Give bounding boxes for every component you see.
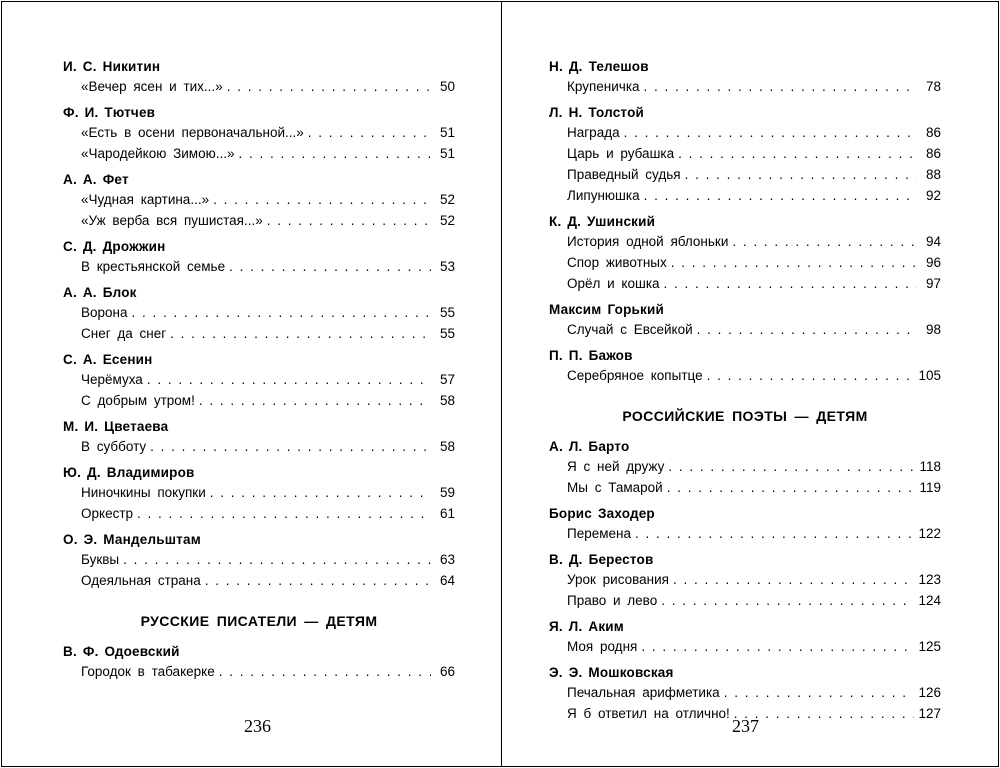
entry-title: Моя родня bbox=[567, 639, 638, 654]
entry-page-number: 119 bbox=[919, 480, 941, 495]
toc-entry[interactable] bbox=[549, 273, 941, 294]
entry-page-number: 52 bbox=[439, 213, 455, 228]
dot-leader bbox=[668, 456, 915, 477]
entry-page-number: 92 bbox=[925, 188, 941, 203]
author-name: Н. Д. Телешов bbox=[549, 59, 649, 74]
entry-page-number: 122 bbox=[918, 526, 941, 541]
entry-title: В крестьянской семье bbox=[81, 259, 226, 274]
entry-page-number: 96 bbox=[925, 255, 941, 270]
dot-leader bbox=[641, 636, 914, 657]
entry-title: «Есть в осени первоначальной...» bbox=[81, 125, 304, 140]
dot-leader bbox=[734, 703, 915, 724]
page-fold bbox=[501, 2, 502, 766]
author-name: Я. Л. Аким bbox=[549, 619, 624, 634]
dot-leader bbox=[644, 76, 917, 97]
section-heading: РОССИЙСКИЕ ПОЭТЫ — ДЕТЯМ bbox=[622, 408, 868, 424]
left-page-number: 236 bbox=[244, 716, 271, 736]
toc-entry[interactable] bbox=[63, 503, 455, 524]
author-name: В. Ф. Одоевский bbox=[63, 644, 180, 659]
entry-title: Крупеничка bbox=[567, 79, 640, 94]
right-page-contents bbox=[549, 55, 941, 724]
entry-page-number: 86 bbox=[925, 125, 941, 140]
toc-entry[interactable] bbox=[63, 256, 455, 277]
dot-leader bbox=[697, 319, 917, 340]
toc-entry[interactable] bbox=[549, 143, 941, 164]
entry-title: В субботу bbox=[81, 439, 147, 454]
toc-entry[interactable] bbox=[63, 323, 455, 344]
entry-page-number: 105 bbox=[918, 368, 941, 383]
dot-leader bbox=[147, 369, 431, 390]
dot-leader bbox=[685, 164, 917, 185]
author-name: О. Э. Мандельштам bbox=[63, 532, 201, 547]
entry-title: Ниночкины покупки bbox=[81, 485, 206, 500]
toc-entry[interactable] bbox=[63, 549, 455, 570]
entry-title: Серебряное копытце bbox=[567, 368, 703, 383]
entry-page-number: 51 bbox=[439, 146, 455, 161]
entry-title: «Чудная картина...» bbox=[81, 192, 210, 207]
entry-page-number: 55 bbox=[439, 326, 455, 341]
entry-title: Мы с Тамарой bbox=[567, 480, 663, 495]
dot-leader bbox=[210, 482, 431, 503]
dot-leader bbox=[635, 523, 914, 544]
entry-page-number: 66 bbox=[439, 664, 455, 679]
entry-title: История одной яблоньки bbox=[567, 234, 729, 249]
author-name: Ю. Д. Владимиров bbox=[63, 465, 195, 480]
dot-leader bbox=[170, 323, 431, 344]
entry-page-number: 59 bbox=[439, 485, 455, 500]
entry-page-number: 63 bbox=[439, 552, 455, 567]
toc-entry[interactable] bbox=[549, 365, 941, 386]
entry-page-number: 55 bbox=[439, 305, 455, 320]
toc-entry[interactable] bbox=[549, 122, 941, 143]
section-heading: РУССКИЕ ПИСАТЕЛИ — ДЕТЯМ bbox=[140, 613, 378, 629]
entry-page-number: 52 bbox=[439, 192, 455, 207]
dot-leader bbox=[661, 590, 914, 611]
entry-title: Ворона bbox=[81, 305, 128, 320]
entry-page-number: 98 bbox=[925, 322, 941, 337]
toc-entry[interactable] bbox=[549, 590, 941, 611]
entry-page-number: 125 bbox=[918, 639, 941, 654]
author-name: Борис Заходер bbox=[549, 506, 655, 521]
toc-entry[interactable] bbox=[63, 302, 455, 323]
dot-leader bbox=[238, 143, 431, 164]
toc-entry[interactable] bbox=[549, 252, 941, 273]
toc-entry[interactable] bbox=[63, 570, 455, 591]
dot-leader bbox=[213, 189, 431, 210]
dot-leader bbox=[137, 503, 431, 524]
right-page-number: 237 bbox=[732, 716, 759, 736]
entry-title: Оркестр bbox=[81, 506, 134, 521]
entry-page-number: 51 bbox=[439, 125, 455, 140]
toc-entry[interactable] bbox=[549, 636, 941, 657]
toc-entry[interactable] bbox=[63, 189, 455, 210]
author-name: А. А. Фет bbox=[63, 172, 129, 187]
author-name: Э. Э. Мошковская bbox=[549, 665, 674, 680]
dot-leader bbox=[644, 185, 917, 206]
dot-leader bbox=[724, 682, 915, 703]
entry-page-number: 118 bbox=[919, 459, 941, 474]
entry-title: Буквы bbox=[81, 552, 120, 567]
entry-title: Право и лево bbox=[567, 593, 658, 608]
dot-leader bbox=[732, 231, 917, 252]
entry-title: Липунюшка bbox=[567, 188, 640, 203]
toc-entry[interactable] bbox=[63, 143, 455, 164]
entry-title: С добрым утром! bbox=[81, 393, 195, 408]
entry-page-number: 127 bbox=[918, 706, 941, 721]
entry-page-number: 64 bbox=[439, 573, 455, 588]
entry-page-number: 53 bbox=[439, 259, 455, 274]
toc-entry[interactable] bbox=[63, 661, 455, 682]
entry-title: Праведный судья bbox=[567, 167, 681, 182]
author-name: Л. Н. Толстой bbox=[549, 105, 645, 120]
author-name: М. И. Цветаева bbox=[63, 419, 169, 434]
dot-leader bbox=[229, 256, 431, 277]
entry-title: Я б ответил на отлично! bbox=[567, 706, 730, 721]
toc-entry[interactable] bbox=[549, 477, 941, 498]
dot-leader bbox=[678, 143, 917, 164]
entry-title: Награда bbox=[567, 125, 620, 140]
entry-page-number: 124 bbox=[918, 593, 941, 608]
entry-title: Орёл и кошка bbox=[567, 276, 660, 291]
entry-title: Одеяльная страна bbox=[81, 573, 201, 588]
entry-title: Черёмуха bbox=[81, 372, 143, 387]
entry-title: Спор животных bbox=[567, 255, 667, 270]
author-name: П. П. Бажов bbox=[549, 348, 633, 363]
entry-page-number: 57 bbox=[439, 372, 455, 387]
toc-entry[interactable] bbox=[549, 319, 941, 340]
toc-entry[interactable] bbox=[63, 369, 455, 390]
toc-entry[interactable] bbox=[63, 210, 455, 231]
entry-page-number: 86 bbox=[925, 146, 941, 161]
entry-page-number: 78 bbox=[925, 79, 941, 94]
toc-entry[interactable] bbox=[63, 390, 455, 411]
author-name: Ф. И. Тютчев bbox=[63, 105, 156, 120]
entry-title: Случай с Евсейкой bbox=[567, 322, 693, 337]
toc-entry[interactable] bbox=[549, 682, 941, 703]
dot-leader bbox=[150, 436, 431, 457]
entry-title: Печальная арифметика bbox=[567, 685, 720, 700]
entry-page-number: 88 bbox=[925, 167, 941, 182]
entry-page-number: 94 bbox=[925, 234, 941, 249]
entry-title: Городок в табакерке bbox=[81, 664, 215, 679]
entry-title: Перемена bbox=[567, 526, 631, 541]
left-page-contents bbox=[63, 55, 455, 682]
toc-entry[interactable] bbox=[549, 185, 941, 206]
entry-page-number: 58 bbox=[439, 439, 455, 454]
author-name: И. С. Никитин bbox=[63, 59, 161, 74]
toc-entry[interactable] bbox=[549, 164, 941, 185]
entry-page-number: 97 bbox=[925, 276, 941, 291]
entry-title: Урок рисования bbox=[567, 572, 669, 587]
dot-leader bbox=[123, 549, 431, 570]
dot-leader bbox=[664, 273, 917, 294]
author-name: В. Д. Берестов bbox=[549, 552, 654, 567]
toc-entry[interactable] bbox=[549, 569, 941, 590]
toc-entry[interactable] bbox=[549, 456, 941, 477]
dot-leader bbox=[308, 122, 431, 143]
dot-leader bbox=[205, 570, 431, 591]
dot-leader bbox=[667, 477, 916, 498]
entry-title: Я с ней дружу bbox=[567, 459, 665, 474]
dot-leader bbox=[227, 76, 431, 97]
toc-entry[interactable] bbox=[63, 76, 455, 97]
entry-page-number: 61 bbox=[439, 506, 455, 521]
author-name: С. Д. Дрожжин bbox=[63, 239, 166, 254]
toc-entry[interactable] bbox=[63, 436, 455, 457]
dot-leader bbox=[624, 122, 917, 143]
entry-page-number: 50 bbox=[439, 79, 455, 94]
author-name: К. Д. Ушинский bbox=[549, 214, 656, 229]
entry-page-number: 126 bbox=[918, 685, 941, 700]
author-name: Максим Горький bbox=[549, 302, 664, 317]
entry-title: Царь и рубашка bbox=[567, 146, 675, 161]
dot-leader bbox=[707, 365, 915, 386]
toc-entry[interactable] bbox=[549, 231, 941, 252]
dot-leader bbox=[267, 210, 431, 231]
toc-entry[interactable] bbox=[549, 76, 941, 97]
author-name: А. Л. Барто bbox=[549, 439, 630, 454]
author-name: С. А. Есенин bbox=[63, 352, 153, 367]
toc-entry[interactable] bbox=[549, 523, 941, 544]
entry-page-number: 58 bbox=[439, 393, 455, 408]
dot-leader bbox=[673, 569, 915, 590]
book-spread bbox=[1, 1, 999, 767]
toc-entry[interactable] bbox=[63, 122, 455, 143]
entry-page-number: 123 bbox=[918, 572, 941, 587]
dot-leader bbox=[132, 302, 432, 323]
dot-leader bbox=[219, 661, 431, 682]
entry-title: «Уж верба вся пушистая...» bbox=[81, 213, 263, 228]
dot-leader bbox=[199, 390, 431, 411]
entry-title: «Вечер ясен и тих...» bbox=[81, 79, 223, 94]
dot-leader bbox=[671, 252, 917, 273]
toc-entry[interactable] bbox=[63, 482, 455, 503]
author-name: А. А. Блок bbox=[63, 285, 137, 300]
entry-title: «Чародейкою Зимою...» bbox=[81, 146, 235, 161]
entry-title: Снег да снег bbox=[81, 326, 167, 341]
